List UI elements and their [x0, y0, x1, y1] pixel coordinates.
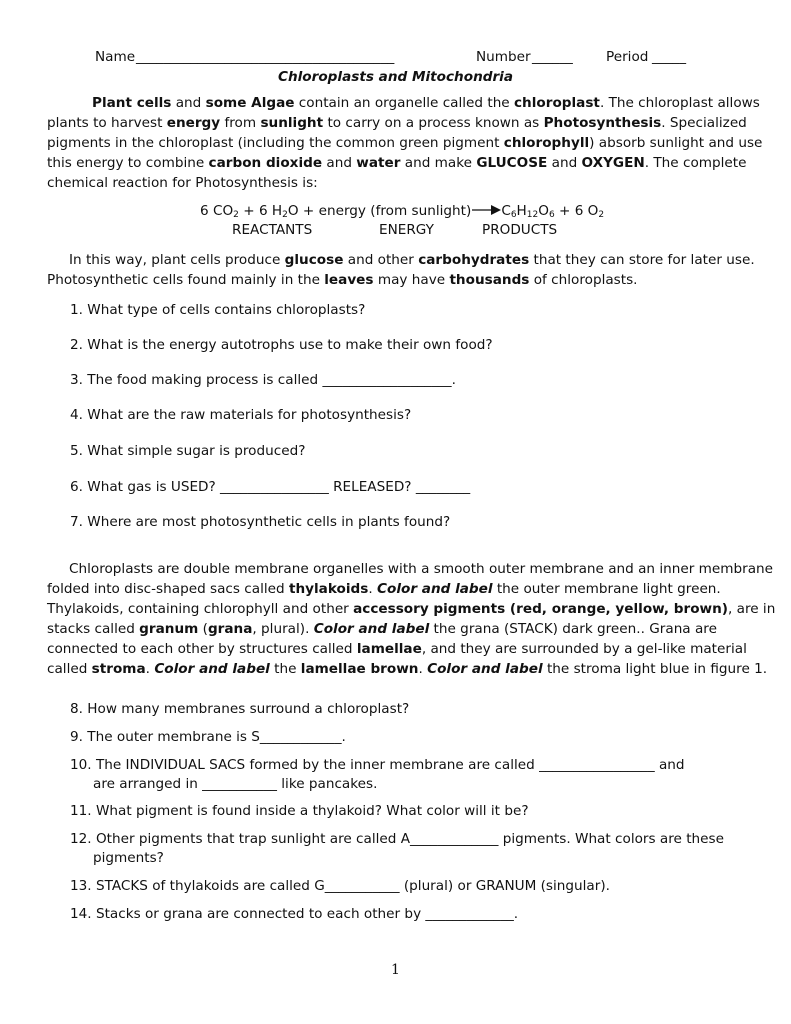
text: the: [269, 661, 301, 677]
question-1: 1. What type of cells contains chloroplasts?: [70, 302, 366, 318]
text: . The complete: [644, 155, 747, 171]
term-thylakoids: thylakoids: [288, 581, 369, 597]
name-label: Name: [95, 49, 136, 65]
question-6: 6. What gas is USED? ________________ RELEASED? ________: [70, 479, 471, 495]
text: .: [145, 661, 155, 677]
question-2: 2. What is the energy autotrophs use to make their own food?: [70, 337, 493, 353]
page-number: 1: [391, 962, 400, 978]
text: the grana (STACK) dark green.. Grana are: [429, 621, 717, 637]
text: , plural).: [252, 621, 314, 637]
text: , are in: [727, 601, 776, 617]
text: .: [368, 581, 378, 597]
intro-line-4: [47, 153, 747, 173]
text: O: [538, 203, 549, 219]
question-10: 10. The INDIVIDUAL SACS formed by the inner membrane are called _________________ and: [70, 757, 685, 773]
term-oxygen: OXYGEN: [581, 155, 645, 171]
text: 6 CO: [200, 203, 234, 219]
question-3: 3. The food making process is called ___________________.: [70, 372, 456, 388]
instruction-color-label: Color and label: [377, 581, 493, 597]
text: this energy to combine: [47, 155, 209, 171]
text: O + energy (from sunlight): [287, 203, 472, 219]
period-blank[interactable]: _____: [652, 49, 686, 65]
number-label: Number: [476, 49, 531, 65]
term-glucose: GLUCOSE: [476, 155, 548, 171]
intro-line-1: [47, 93, 760, 113]
term-energy: energy: [166, 115, 221, 131]
text: In this way, plant cells produce: [69, 252, 285, 268]
term-lamellae-brown: lamellae brown: [300, 661, 419, 677]
subscript: 2: [282, 210, 288, 220]
text: Photosynthetic cells found mainly in the: [47, 272, 325, 288]
para2-line-2: [47, 270, 747, 290]
text: the outer membrane light green.: [492, 581, 721, 597]
instruction-color-label: Color and label: [313, 621, 430, 637]
question-12-continued: pigments?: [93, 850, 164, 866]
paragraph-3: [47, 559, 776, 679]
term-leaves: leaves: [324, 272, 374, 288]
page-title: Chloroplasts and Mitochondria: [277, 69, 514, 85]
subscript: 12: [526, 210, 539, 220]
question-11: 11. What pigment is found inside a thylakoid? What color will it be?: [70, 803, 529, 819]
text: + 6 H: [238, 203, 283, 219]
para3-line-3: [47, 599, 776, 619]
text: to carry on a process known as: [323, 115, 544, 131]
text: and other: [343, 252, 419, 268]
term-water: water: [356, 155, 401, 171]
label-energy: ENERGY: [379, 222, 434, 238]
intro-line-2: [47, 113, 747, 133]
para3-line-4: [47, 619, 747, 639]
text: .: [418, 661, 428, 677]
number-blank[interactable]: ______: [532, 49, 573, 65]
term-chloroplast: chloroplast: [514, 95, 600, 111]
question-5: 5. What simple sugar is produced?: [70, 443, 306, 459]
para2-line-1: [47, 250, 755, 270]
term-granum: granum: [139, 621, 199, 637]
question-14: 14. Stacks or grana are connected to each other by _____________.: [70, 906, 519, 922]
question-12: 12. Other pigments that trap sunlight are called A_____________ pigments. What colors are these: [70, 831, 724, 847]
text: the stroma light blue in figure 1.: [542, 661, 768, 677]
text: (: [198, 621, 208, 637]
text: connected to each other by structures called: [47, 641, 357, 657]
text: folded into disc-shaped sacs called: [47, 581, 289, 597]
para3-line-6: [47, 659, 768, 679]
label-reactants: REACTANTS: [232, 222, 313, 238]
term-chlorophyll: chlorophyll: [503, 135, 590, 151]
text: and: [547, 155, 582, 171]
text: . Specialized: [661, 115, 747, 131]
text: that they can store for later use.: [529, 252, 755, 268]
term-lamellae: lamellae: [356, 641, 422, 657]
term-plant-cells: Plant cells: [92, 95, 172, 111]
para3-line-5: [47, 639, 747, 659]
paragraph-2: [47, 250, 755, 290]
text: and: [322, 155, 357, 171]
text: pigments in the chloroplast (including the common green pigment: [47, 135, 504, 151]
text: ) absorb sunlight and use: [589, 135, 763, 151]
text: . The chloroplast allows: [599, 95, 760, 111]
text: plants to harvest: [47, 115, 167, 131]
question-7: 7. Where are most photosynthetic cells in plants found?: [70, 514, 451, 530]
question-9: 9. The outer membrane is S____________.: [70, 729, 346, 745]
text: Thylakoids, containing chlorophyll and other: [47, 601, 354, 617]
question-10-continued: are arranged in ___________ like pancakes.: [93, 776, 378, 792]
term-carbon-dioxide: carbon dioxide: [208, 155, 323, 171]
name-blank[interactable]: ______________________________________: [136, 49, 395, 65]
text: , and they are surrounded by a gel-like material: [421, 641, 747, 657]
intro-line-3: [47, 133, 763, 153]
text: contain an organelle called the: [294, 95, 514, 111]
instruction-color-label: Color and label: [154, 661, 270, 677]
term-carbohydrates: carbohydrates: [418, 252, 530, 268]
period-label: Period: [606, 49, 649, 65]
subscript: 6: [548, 210, 555, 220]
text: and: [171, 95, 206, 111]
text: may have: [373, 272, 450, 288]
text: H: [516, 203, 527, 219]
text: from: [220, 115, 261, 131]
label-products: PRODUCTS: [482, 222, 558, 238]
term-stroma: stroma: [91, 661, 146, 677]
term-sunlight: sunlight: [260, 115, 324, 131]
subscript: 6: [510, 210, 517, 220]
text: and make: [400, 155, 477, 171]
term-accessory-pigments: accessory pigments (red, orange, yellow, brown): [353, 601, 728, 617]
text: called: [47, 661, 92, 677]
intro-line-5: chemical reaction for Photosynthesis is:: [47, 175, 318, 191]
question-4: 4. What are the raw materials for photosynthesis?: [70, 407, 412, 423]
question-8: 8. How many membranes surround a chloroplast?: [70, 701, 410, 717]
text: of chloroplasts.: [529, 272, 638, 288]
photosynthesis-equation: [200, 201, 604, 221]
question-13: 13. STACKS of thylakoids are called G___________ (plural) or GRANUM (singular).: [70, 878, 610, 894]
text: stacks called: [47, 621, 140, 637]
para3-line-2: [47, 579, 747, 599]
subscript: 2: [598, 210, 605, 220]
instruction-color-label: Color and label: [427, 661, 543, 677]
term-some-algae: some Algae: [205, 95, 295, 111]
subscript: 2: [233, 210, 239, 220]
text: + 6 O: [554, 203, 599, 219]
term-grana: grana: [207, 621, 253, 637]
intro-paragraph: [47, 93, 763, 193]
para3-line-1: Chloroplasts are double membrane organelles with a smooth outer membrane and an inner membrane: [69, 561, 774, 577]
term-thousands: thousands: [449, 272, 530, 288]
term-glucose: glucose: [284, 252, 344, 268]
text: C: [501, 203, 511, 219]
term-photosynthesis: Photosynthesis: [543, 115, 662, 131]
arrow-right-icon: [471, 204, 501, 216]
